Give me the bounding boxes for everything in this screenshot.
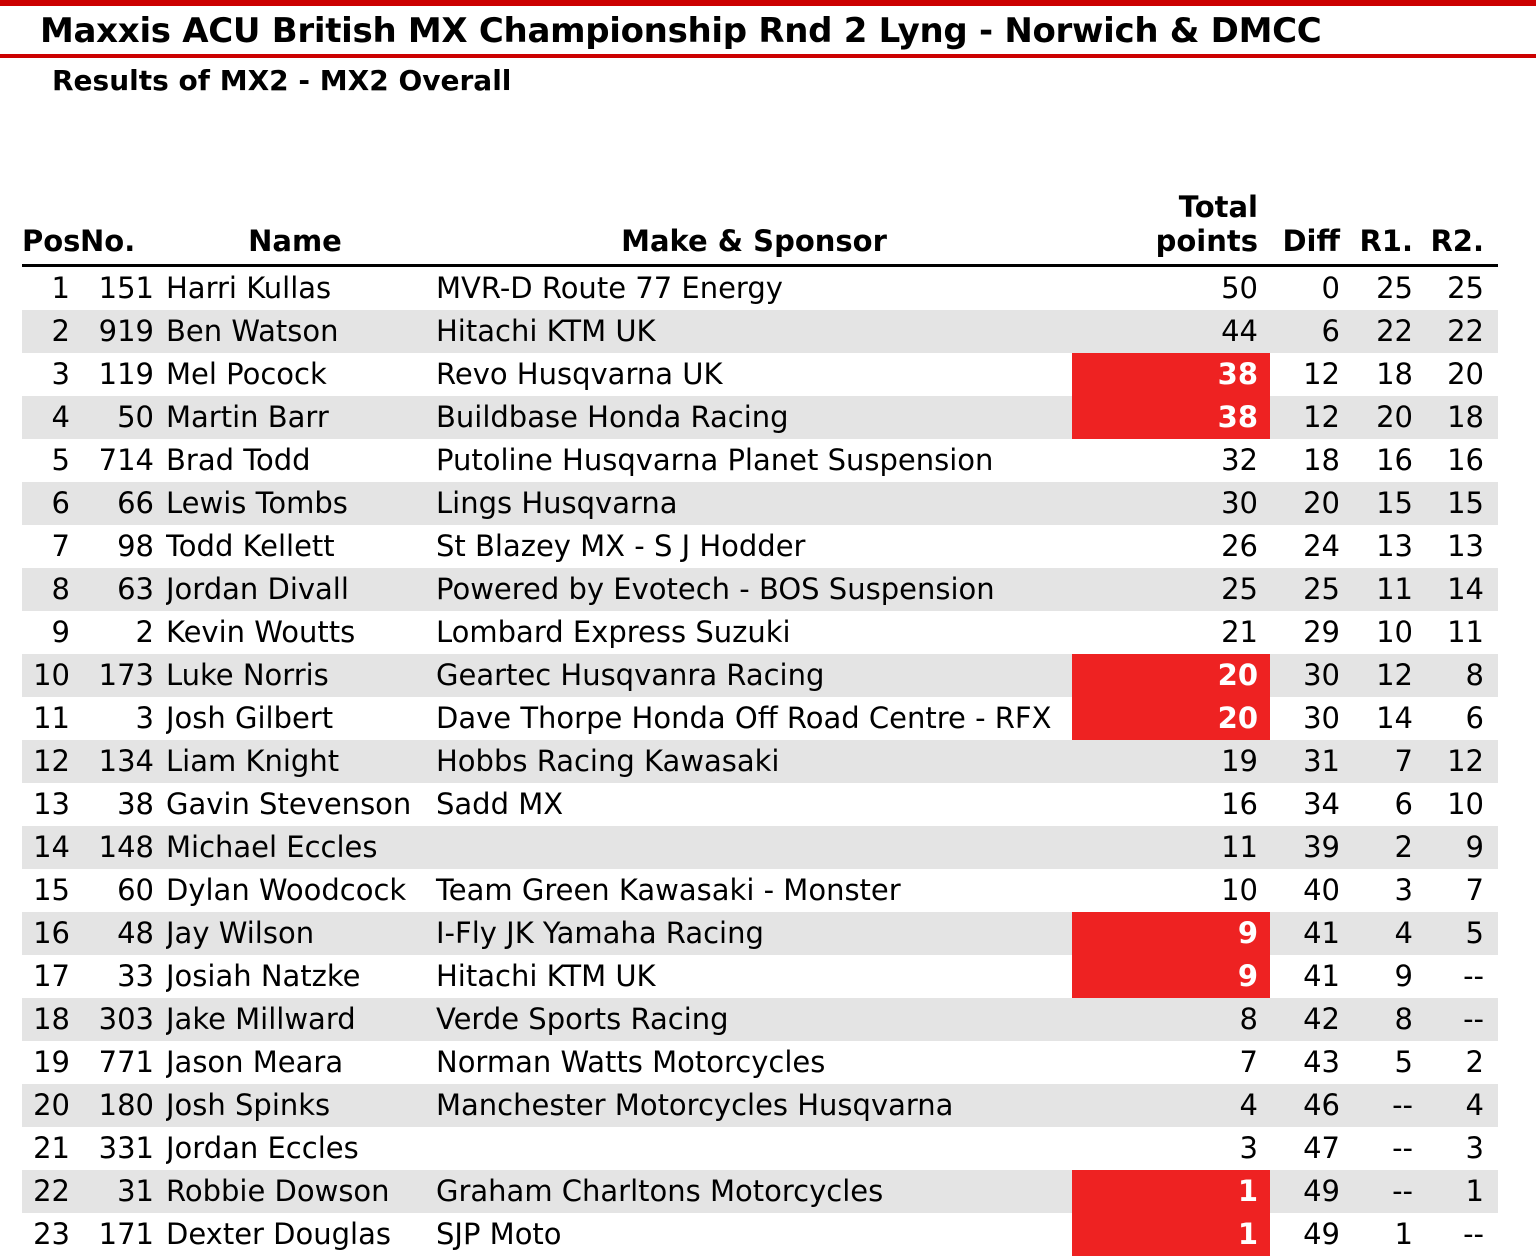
- table-row: [22, 310, 1498, 353]
- table-row: [22, 826, 1498, 869]
- cell-make: Hitachi KTM UK: [424, 310, 1072, 353]
- cell-total: 20: [1072, 654, 1270, 697]
- cell-make: Sadd MX: [424, 783, 1072, 826]
- cell-diff: 42: [1270, 998, 1348, 1041]
- cell-no: 180: [80, 1084, 166, 1127]
- cell-name: Lewis Tombs: [166, 482, 424, 525]
- cell-name: Dexter Douglas: [166, 1213, 424, 1256]
- table-row: [22, 353, 1498, 396]
- cell-name: Dylan Woodcock: [166, 869, 424, 912]
- table-row: [22, 1041, 1498, 1084]
- cell-r2: 12: [1423, 740, 1498, 783]
- cell-pos: 20: [22, 1084, 80, 1127]
- cell-r2: 18: [1423, 396, 1498, 439]
- column-header-pos: Pos: [22, 190, 80, 266]
- cell-make: Manchester Motorcycles Husqvarna: [424, 1084, 1072, 1127]
- column-header-diff: Diff: [1270, 190, 1348, 266]
- cell-diff: 18: [1270, 439, 1348, 482]
- cell-total: 16: [1072, 783, 1270, 826]
- cell-make: Hobbs Racing Kawasaki: [424, 740, 1072, 783]
- cell-make: Norman Watts Motorcycles: [424, 1041, 1072, 1084]
- cell-diff: 0: [1270, 265, 1348, 310]
- cell-r2: 11: [1423, 611, 1498, 654]
- results-table: [22, 190, 1498, 1256]
- cell-r2: 10: [1423, 783, 1498, 826]
- cell-name: Jordan Eccles: [166, 1127, 424, 1170]
- cell-r1: 12: [1348, 654, 1423, 697]
- cell-diff: 41: [1270, 955, 1348, 998]
- cell-name: Jordan Divall: [166, 568, 424, 611]
- cell-diff: 49: [1270, 1170, 1348, 1213]
- cell-no: 148: [80, 826, 166, 869]
- cell-total: 1: [1072, 1170, 1270, 1213]
- cell-pos: 1: [22, 265, 80, 310]
- cell-r1: 18: [1348, 353, 1423, 396]
- cell-r1: 5: [1348, 1041, 1423, 1084]
- cell-r1: 2: [1348, 826, 1423, 869]
- cell-total: 1: [1072, 1213, 1270, 1256]
- cell-make: [424, 1127, 1072, 1170]
- cell-make: Dave Thorpe Honda Off Road Centre - RFX: [424, 697, 1072, 740]
- cell-no: 714: [80, 439, 166, 482]
- cell-name: Josiah Natzke: [166, 955, 424, 998]
- page-title: Maxxis ACU British MX Championship Rnd 2 Lyng - Norwich & DMCC: [40, 11, 1322, 51]
- cell-name: Michael Eccles: [166, 826, 424, 869]
- table-row: [22, 654, 1498, 697]
- cell-name: Mel Pocock: [166, 353, 424, 396]
- cell-r2: 4: [1423, 1084, 1498, 1127]
- cell-pos: 2: [22, 310, 80, 353]
- cell-r1: 15: [1348, 482, 1423, 525]
- cell-name: Jake Millward: [166, 998, 424, 1041]
- cell-pos: 14: [22, 826, 80, 869]
- cell-total: 20: [1072, 697, 1270, 740]
- cell-r1: 13: [1348, 525, 1423, 568]
- cell-r2: 9: [1423, 826, 1498, 869]
- cell-total: 8: [1072, 998, 1270, 1041]
- results-table-body: [22, 265, 1498, 1256]
- cell-name: Brad Todd: [166, 439, 424, 482]
- table-row: [22, 955, 1498, 998]
- cell-r1: 6: [1348, 783, 1423, 826]
- cell-total: 44: [1072, 310, 1270, 353]
- cell-diff: 47: [1270, 1127, 1348, 1170]
- cell-pos: 9: [22, 611, 80, 654]
- cell-r2: 25: [1423, 265, 1498, 310]
- cell-diff: 40: [1270, 869, 1348, 912]
- table-row: [22, 265, 1498, 310]
- cell-pos: 17: [22, 955, 80, 998]
- cell-name: Ben Watson: [166, 310, 424, 353]
- cell-total: 19: [1072, 740, 1270, 783]
- column-header-total: Total points: [1072, 190, 1270, 266]
- cell-total: 7: [1072, 1041, 1270, 1084]
- cell-diff: 25: [1270, 568, 1348, 611]
- cell-make: Graham Charltons Motorcycles: [424, 1170, 1072, 1213]
- cell-no: 303: [80, 998, 166, 1041]
- cell-total: 4: [1072, 1084, 1270, 1127]
- cell-total: 25: [1072, 568, 1270, 611]
- cell-r1: 3: [1348, 869, 1423, 912]
- table-row: [22, 1084, 1498, 1127]
- column-header-name: Name: [166, 190, 424, 266]
- cell-no: 31: [80, 1170, 166, 1213]
- cell-diff: 34: [1270, 783, 1348, 826]
- cell-total: 50: [1072, 265, 1270, 310]
- cell-pos: 16: [22, 912, 80, 955]
- cell-r2: 13: [1423, 525, 1498, 568]
- cell-diff: 30: [1270, 697, 1348, 740]
- cell-pos: 18: [22, 998, 80, 1041]
- cell-diff: 24: [1270, 525, 1348, 568]
- cell-make: Powered by Evotech - BOS Suspension: [424, 568, 1072, 611]
- column-header-no: No.: [80, 190, 166, 266]
- cell-no: 33: [80, 955, 166, 998]
- cell-pos: 6: [22, 482, 80, 525]
- cell-no: 98: [80, 525, 166, 568]
- cell-make: I-Fly JK Yamaha Racing: [424, 912, 1072, 955]
- table-row: [22, 740, 1498, 783]
- cell-diff: 41: [1270, 912, 1348, 955]
- cell-pos: 19: [22, 1041, 80, 1084]
- cell-r2: --: [1423, 955, 1498, 998]
- cell-r1: 10: [1348, 611, 1423, 654]
- table-row: [22, 998, 1498, 1041]
- cell-r1: 16: [1348, 439, 1423, 482]
- cell-no: 151: [80, 265, 166, 310]
- cell-r2: --: [1423, 1213, 1498, 1256]
- cell-name: Martin Barr: [166, 396, 424, 439]
- cell-make: Putoline Husqvarna Planet Suspension: [424, 439, 1072, 482]
- cell-name: Gavin Stevenson: [166, 783, 424, 826]
- cell-name: Luke Norris: [166, 654, 424, 697]
- cell-r1: 20: [1348, 396, 1423, 439]
- cell-r2: 1: [1423, 1170, 1498, 1213]
- cell-diff: 29: [1270, 611, 1348, 654]
- cell-diff: 43: [1270, 1041, 1348, 1084]
- cell-make: Verde Sports Racing: [424, 998, 1072, 1041]
- cell-pos: 10: [22, 654, 80, 697]
- cell-pos: 13: [22, 783, 80, 826]
- cell-pos: 5: [22, 439, 80, 482]
- table-row: [22, 568, 1498, 611]
- cell-total: 32: [1072, 439, 1270, 482]
- cell-name: Kevin Woutts: [166, 611, 424, 654]
- cell-total: 11: [1072, 826, 1270, 869]
- cell-no: 771: [80, 1041, 166, 1084]
- cell-total: 38: [1072, 396, 1270, 439]
- cell-r1: 14: [1348, 697, 1423, 740]
- table-row: [22, 525, 1498, 568]
- table-header-row: [22, 190, 1498, 266]
- column-header-r2: R2.: [1423, 190, 1498, 266]
- table-row: [22, 482, 1498, 525]
- cell-make: [424, 826, 1072, 869]
- cell-diff: 20: [1270, 482, 1348, 525]
- cell-no: 2: [80, 611, 166, 654]
- table-row: [22, 869, 1498, 912]
- table-row: [22, 611, 1498, 654]
- cell-diff: 46: [1270, 1084, 1348, 1127]
- table-row: [22, 439, 1498, 482]
- cell-r1: 9: [1348, 955, 1423, 998]
- cell-make: Hitachi KTM UK: [424, 955, 1072, 998]
- cell-no: 173: [80, 654, 166, 697]
- cell-r1: 1: [1348, 1213, 1423, 1256]
- column-header-r1: R1.: [1348, 190, 1423, 266]
- table-row: [22, 697, 1498, 740]
- cell-no: 38: [80, 783, 166, 826]
- cell-no: 50: [80, 396, 166, 439]
- cell-diff: 12: [1270, 353, 1348, 396]
- cell-make: SJP Moto: [424, 1213, 1072, 1256]
- cell-pos: 22: [22, 1170, 80, 1213]
- table-row: [22, 396, 1498, 439]
- cell-make: Revo Husqvarna UK: [424, 353, 1072, 396]
- cell-total: 10: [1072, 869, 1270, 912]
- cell-pos: 12: [22, 740, 80, 783]
- cell-r2: 6: [1423, 697, 1498, 740]
- table-row: [22, 1213, 1498, 1256]
- cell-r1: 4: [1348, 912, 1423, 955]
- table-row: [22, 912, 1498, 955]
- cell-name: Robbie Dowson: [166, 1170, 424, 1213]
- cell-pos: 15: [22, 869, 80, 912]
- cell-diff: 39: [1270, 826, 1348, 869]
- cell-no: 171: [80, 1213, 166, 1256]
- cell-r1: 8: [1348, 998, 1423, 1041]
- cell-r1: --: [1348, 1170, 1423, 1213]
- cell-pos: 3: [22, 353, 80, 396]
- cell-r1: 22: [1348, 310, 1423, 353]
- cell-no: 60: [80, 869, 166, 912]
- cell-pos: 21: [22, 1127, 80, 1170]
- cell-r1: --: [1348, 1084, 1423, 1127]
- cell-pos: 4: [22, 396, 80, 439]
- cell-no: 331: [80, 1127, 166, 1170]
- cell-name: Harri Kullas: [166, 265, 424, 310]
- page-subtitle: Results of MX2 - MX2 Overall: [52, 64, 512, 98]
- cell-make: St Blazey MX - S J Hodder: [424, 525, 1072, 568]
- cell-diff: 30: [1270, 654, 1348, 697]
- cell-no: 3: [80, 697, 166, 740]
- cell-r2: 15: [1423, 482, 1498, 525]
- cell-r2: 22: [1423, 310, 1498, 353]
- table-row: [22, 1127, 1498, 1170]
- cell-name: Liam Knight: [166, 740, 424, 783]
- cell-make: Geartec Husqvanra Racing: [424, 654, 1072, 697]
- cell-total: 9: [1072, 955, 1270, 998]
- cell-name: Jason Meara: [166, 1041, 424, 1084]
- cell-r2: 7: [1423, 869, 1498, 912]
- table-row: [22, 1170, 1498, 1213]
- cell-total: 38: [1072, 353, 1270, 396]
- table-row: [22, 783, 1498, 826]
- cell-name: Josh Spinks: [166, 1084, 424, 1127]
- cell-r2: 20: [1423, 353, 1498, 396]
- cell-make: Team Green Kawasaki - Monster: [424, 869, 1072, 912]
- cell-r1: 11: [1348, 568, 1423, 611]
- cell-r2: 8: [1423, 654, 1498, 697]
- cell-no: 919: [80, 310, 166, 353]
- column-header-make: Make & Sponsor: [424, 190, 1072, 266]
- cell-no: 66: [80, 482, 166, 525]
- cell-name: Josh Gilbert: [166, 697, 424, 740]
- cell-name: Todd Kellett: [166, 525, 424, 568]
- cell-total: 26: [1072, 525, 1270, 568]
- cell-no: 63: [80, 568, 166, 611]
- cell-r1: --: [1348, 1127, 1423, 1170]
- cell-no: 48: [80, 912, 166, 955]
- cell-no: 134: [80, 740, 166, 783]
- cell-r2: 5: [1423, 912, 1498, 955]
- cell-name: Jay Wilson: [166, 912, 424, 955]
- cell-make: Lombard Express Suzuki: [424, 611, 1072, 654]
- cell-diff: 12: [1270, 396, 1348, 439]
- cell-pos: 11: [22, 697, 80, 740]
- cell-r1: 25: [1348, 265, 1423, 310]
- cell-no: 119: [80, 353, 166, 396]
- cell-diff: 31: [1270, 740, 1348, 783]
- cell-diff: 49: [1270, 1213, 1348, 1256]
- cell-total: 30: [1072, 482, 1270, 525]
- cell-diff: 6: [1270, 310, 1348, 353]
- cell-pos: 7: [22, 525, 80, 568]
- cell-make: Lings Husqvarna: [424, 482, 1072, 525]
- title-block: [0, 6, 1536, 50]
- cell-r1: 7: [1348, 740, 1423, 783]
- cell-pos: 8: [22, 568, 80, 611]
- cell-total: 9: [1072, 912, 1270, 955]
- cell-r2: --: [1423, 998, 1498, 1041]
- cell-make: Buildbase Honda Racing: [424, 396, 1072, 439]
- cell-pos: 23: [22, 1213, 80, 1256]
- cell-make: MVR-D Route 77 Energy: [424, 265, 1072, 310]
- cell-r2: 3: [1423, 1127, 1498, 1170]
- cell-total: 3: [1072, 1127, 1270, 1170]
- cell-total: 21: [1072, 611, 1270, 654]
- cell-r2: 14: [1423, 568, 1498, 611]
- cell-r2: 2: [1423, 1041, 1498, 1084]
- cell-r2: 16: [1423, 439, 1498, 482]
